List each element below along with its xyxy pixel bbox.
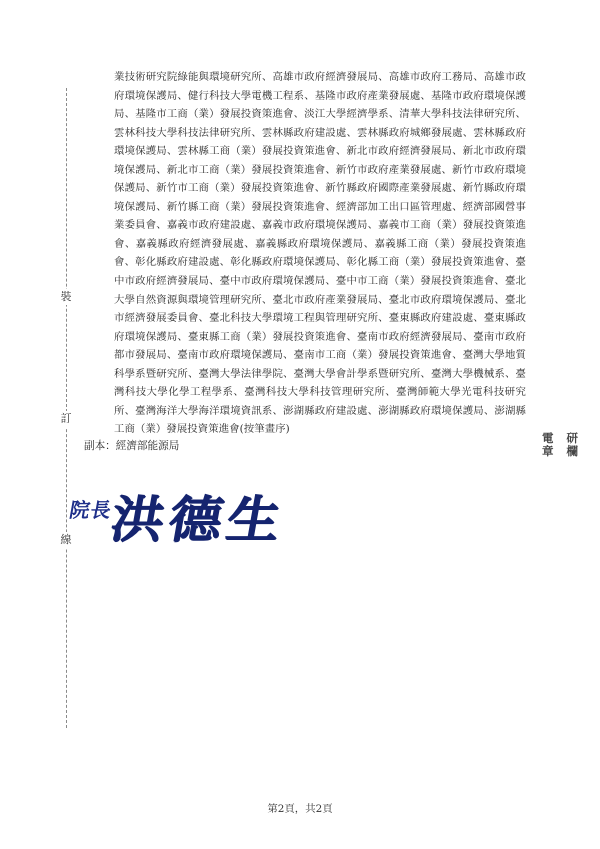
stamp-char: 欄 [566,444,578,458]
electronic-seal-stamp [536,432,584,458]
signature-name: 洪德生 [105,491,291,549]
stamp-char: 章 [542,444,554,458]
stamp-char: 電 [542,431,554,445]
binding-char-zhuang: 裝 [58,289,74,305]
signature-title: 院長 [67,498,114,522]
binding-char-xian: 線 [58,532,74,548]
president-signature [67,476,302,572]
page-number: 第2頁，共2頁 [267,803,333,815]
binding-line [66,88,67,728]
binding-char-ding: 訂 [58,411,74,427]
stamp-char: 研 [566,431,578,445]
recipients-list: 業技術研究院綠能與環境研究所、高雄市政府經濟發展局、高雄市政府工務局、高雄市政府環境保護局、健行科技大學電機工程系、基隆市政府產業發展處、基隆市政府環境保護局、基隆市工商（業）發展投資策進會、淡江大學經濟學系、清華大學科技法律研究所、雲林科技大學科技法律研究所、雲林縣政府建設處、雲林縣政府城鄉發展處、雲林縣政府環境保護局、雲林縣工商（業）發展投資策進會、新北市政府經濟發展局、新北市政府環境保護局、新北市工商（業）發展投資策進會、新竹市政府產業發展處、新竹市政府環境保護局、新竹市工商（業）發展投資策進會、新竹縣政府國際產業發展處、新竹縣政府環境保護局、新竹縣工商（業）發展投資策進會、經濟部加工出口區管理處、經濟部國營事業委員會、嘉義市政府建設處、嘉義市政府環境保護局、嘉義市工商（業）發展投資策進會、嘉義縣政府經濟發展處、嘉義縣政府環境保護局、嘉義縣工商（業）發展投資策進會、彰化縣政府建設處、彰化縣政府環境保護局、彰化縣工商（業）發展投資策進會、臺中市政府經濟發展局、臺中市政府環境保護局、臺中市工商（業）發展投資策進會、臺北大學自然資源與環境管理研究所、臺北市政府產業發展局、臺北市政府環境保護局、臺北市經濟發展委員會、臺北科技大學環境工程與管理研究所、臺東縣政府建設處、臺東縣政府環境保護局、臺東縣工商（業）發展投資策進會、臺南市政府經濟發展局、臺南市政府都市發展局、臺南市政府環境保護局、臺南市工商（業）發展投資策進會、臺灣大學地質科學系暨研究所、臺灣大學法律學院、臺灣大學會計學系暨研究所、臺灣大學機械系、臺灣科技大學化學工程學系、臺灣科技大學科技管理研究所、臺灣師範大學光電科技研究所、臺灣海洋大學海洋環境資訊系、澎湖縣政府建設處、澎湖縣政府環境保護局、澎湖縣工商（業）發展投資策進會(按筆畫序) [114,71,526,436]
cc-line: 副本：經濟部能源局 [84,440,180,452]
